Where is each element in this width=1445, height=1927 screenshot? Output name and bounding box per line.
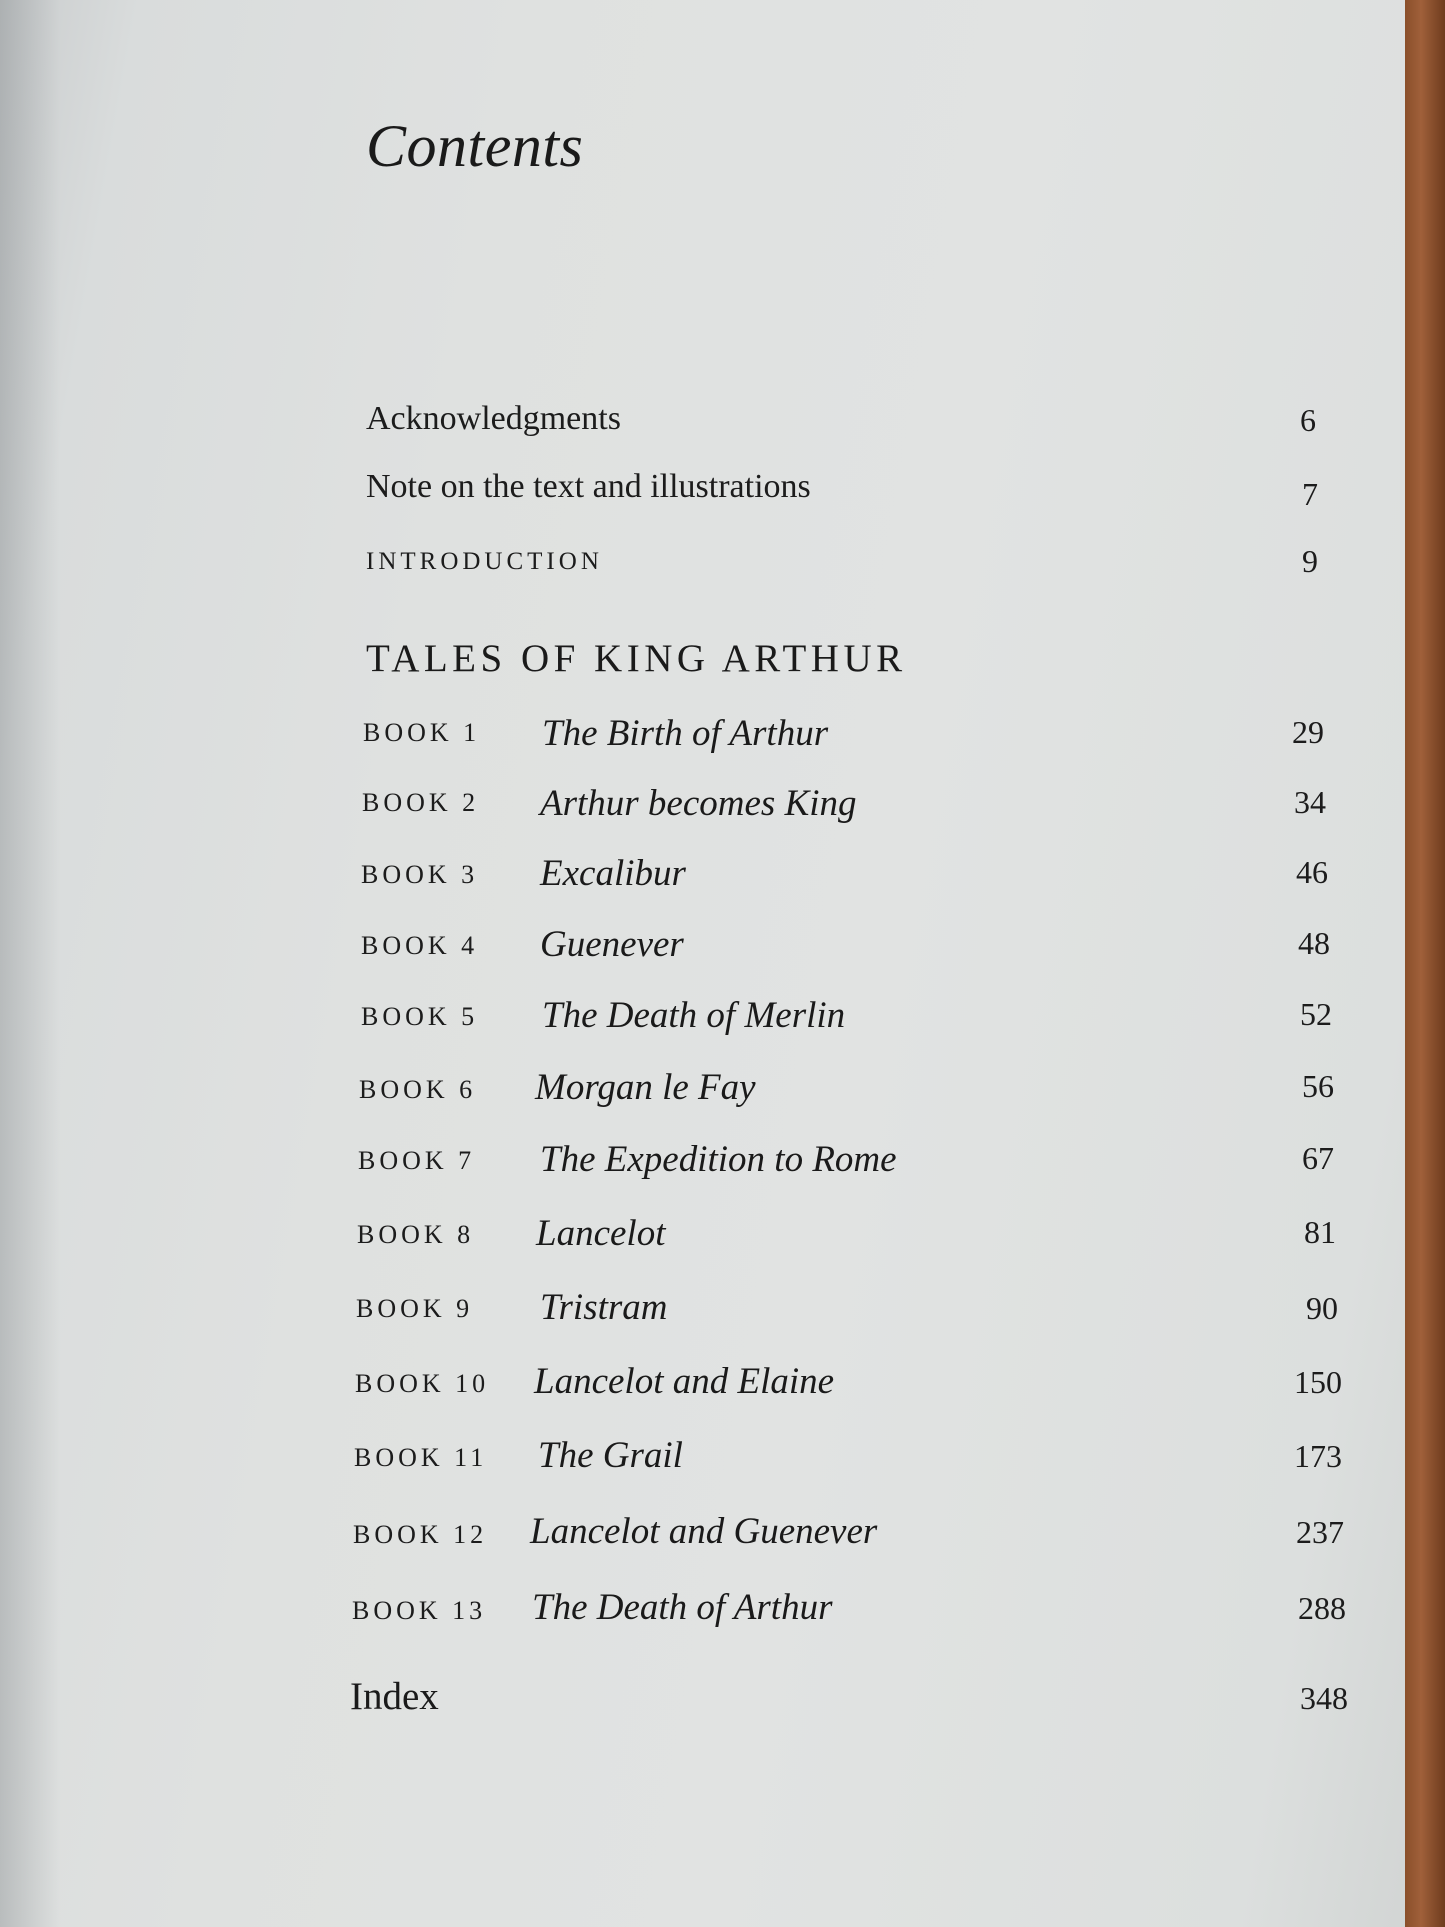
toc-entry-page: 7 xyxy=(1302,476,1318,512)
book-page-number: 46 xyxy=(1296,854,1328,890)
book-page-number: 81 xyxy=(1304,1214,1336,1250)
book-title: Morgan le Fay xyxy=(535,1067,756,1108)
index-page-number: 348 xyxy=(1300,1680,1348,1716)
toc-book-entry xyxy=(0,782,1412,832)
book-page-number: 52 xyxy=(1300,996,1332,1032)
book-title: Lancelot xyxy=(536,1213,666,1254)
toc-book-entry xyxy=(0,1510,1412,1560)
book-page-number: 237 xyxy=(1296,1514,1344,1550)
toc-entry-label: Note on the text and illustrations xyxy=(366,468,811,505)
book-page-number: 150 xyxy=(1294,1364,1342,1400)
toc-book-entry xyxy=(0,712,1412,762)
toc-entry xyxy=(0,468,1412,518)
book-page-number: 48 xyxy=(1298,925,1330,961)
book-number: BOOK 10 xyxy=(355,1369,490,1398)
book-title: Lancelot and Guenever xyxy=(530,1511,878,1552)
book-title: The Birth of Arthur xyxy=(542,713,829,754)
toc-book-entry xyxy=(0,1212,1412,1262)
book-title: Guenever xyxy=(540,924,684,965)
section-heading: TALES OF KING ARTHUR xyxy=(366,637,907,680)
toc-index-entry xyxy=(0,1674,1412,1724)
toc-book-entry xyxy=(0,994,1412,1044)
book-title: Excalibur xyxy=(540,853,686,894)
book-number: BOOK 9 xyxy=(356,1294,474,1323)
book-number: BOOK 8 xyxy=(357,1220,475,1249)
toc-entry-page: 9 xyxy=(1302,543,1318,579)
book-number: BOOK 1 xyxy=(363,718,481,747)
toc-entry-label: Acknowledgments xyxy=(366,400,621,437)
book-number: BOOK 7 xyxy=(358,1146,476,1175)
book-title: The Grail xyxy=(538,1435,683,1476)
book-page-number: 90 xyxy=(1306,1290,1338,1326)
index-label: Index xyxy=(350,1675,439,1718)
book-page-number: 56 xyxy=(1302,1068,1334,1104)
toc-book-entry xyxy=(0,1586,1412,1636)
book-page-number: 173 xyxy=(1294,1438,1342,1474)
book-page-number: 34 xyxy=(1294,784,1326,820)
toc-book-entry xyxy=(0,1138,1412,1188)
book-title: Lancelot and Elaine xyxy=(534,1361,835,1402)
book-title: Tristram xyxy=(540,1287,668,1328)
toc-entry-label: INTRODUCTION xyxy=(366,548,603,575)
book-number: BOOK 13 xyxy=(352,1596,487,1625)
book-page-number: 288 xyxy=(1298,1590,1346,1626)
book-title: The Expedition to Rome xyxy=(540,1139,897,1180)
book-page-number: 29 xyxy=(1292,714,1324,750)
page-title: Contents xyxy=(366,113,584,179)
book-number: BOOK 4 xyxy=(361,931,479,960)
toc-entry xyxy=(0,400,1412,450)
book-number: BOOK 2 xyxy=(362,788,480,817)
book-title: The Death of Arthur xyxy=(532,1587,833,1628)
toc-book-entry xyxy=(0,1286,1412,1336)
book-number: BOOK 5 xyxy=(361,1002,479,1031)
book-number: BOOK 3 xyxy=(361,860,479,889)
book-number: BOOK 6 xyxy=(359,1075,477,1104)
book-page-number: 67 xyxy=(1302,1140,1334,1176)
book-title: Arthur becomes King xyxy=(540,783,857,824)
toc-book-entry xyxy=(0,1360,1412,1410)
book-number: BOOK 12 xyxy=(353,1520,488,1549)
toc-entry xyxy=(0,543,1412,598)
toc-book-entry xyxy=(0,923,1412,973)
toc-book-entry xyxy=(0,1066,1412,1116)
book-title: The Death of Merlin xyxy=(542,995,846,1036)
toc-book-entry xyxy=(0,852,1412,902)
toc-entry-page: 6 xyxy=(1300,402,1316,438)
toc-book-entry xyxy=(0,1434,1412,1484)
book-number: BOOK 11 xyxy=(354,1443,488,1472)
wooden-table-edge xyxy=(1405,0,1445,1927)
